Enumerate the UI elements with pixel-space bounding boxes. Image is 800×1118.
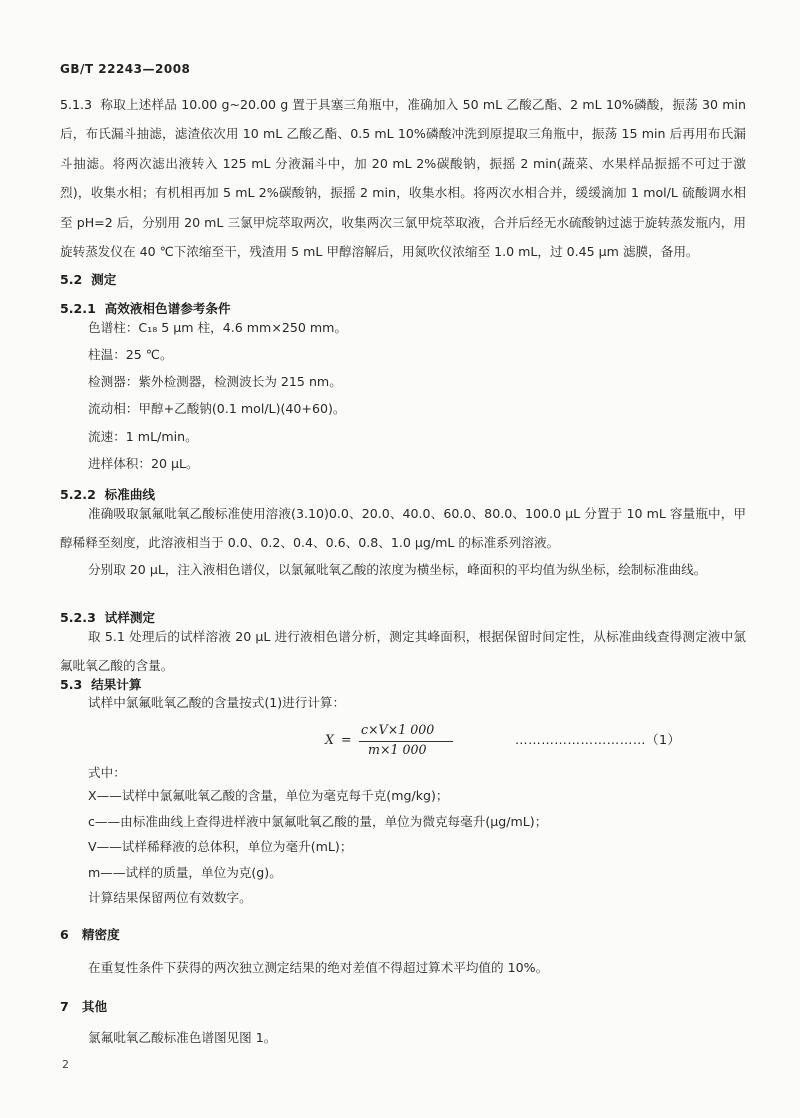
heading-number: 5.3 [60, 677, 83, 692]
heading-number: 5.2.3 [60, 610, 96, 625]
heading-number: 5.2 [60, 272, 83, 287]
heading-title: 测定 [91, 272, 117, 287]
where-label: 式中： [88, 765, 126, 780]
formula-equals: = [341, 732, 352, 747]
heading-title: 试样测定 [104, 610, 156, 625]
page-number: 2 [62, 1058, 69, 1071]
definition-item: V——试样稀释液的总体积，单位为毫升(mL)； [88, 839, 353, 854]
equation-number: …………………………（1） [515, 732, 681, 747]
heading-7 [60, 996, 107, 1015]
standard-number: GB/T 22243—2008 [60, 62, 191, 76]
formula-denominator: m×1 000 [368, 742, 427, 757]
hplc-condition: 色谱柱：C₁₈ 5 μm 柱，4.6 mm×250 mm。 [88, 320, 348, 335]
formula-numerator: c×V×1 000 [361, 722, 435, 737]
paragraph: 取 5.1 处理后的试样溶液 20 μL 进行液相色谱分析，测定其峰面积，根据保留时间定性，从标准曲线查得测定液中氯氟吡氧乙酸的含量。 [60, 629, 746, 674]
section-5-1-3 [60, 90, 746, 266]
heading-6 [60, 924, 120, 943]
heading-5-2 [60, 269, 116, 288]
section-text: 称取上述样品 10.00 g~20.00 g 置于具塞三角瓶中，准确加入 50 mL 乙酸乙酯、2 mL 10%磷酸，振荡 30 min 后，布氏漏斗抽滤，滤渣依次用 10 mL 乙酸乙酯、0.5 mL 10%磷酸冲洗到原提取三角瓶中，振荡 15 min 后再用布氏漏斗抽滤。将两次滤出液转入 125 mL 分液漏斗中，加 20 mL 2%碳酸钠，振摇 2 min(蔬菜、水果样品振摇不可过于激烈)，收集水相；有机相再加 5 mL 2%碳酸钠，振摇 2 min，收集水相。将两次水相合并，缓缓滴加 1 mol/L 硫酸调水相至 pH=2 后，分别用 20 mL 三氯甲烷萃取两次，收集两次三氯甲烷萃取液，合并后经无水硫酸钠过滤于旋转蒸发瓶内，用旋转蒸发仪在 40 ℃下浓缩至干，残渣用 5 mL 甲醇溶解后，用氮吹仪浓缩至 1.0 mL，过 0.45 μm 滤膜，备用。 [60, 97, 746, 260]
paragraph: 计算结果保留两位有效数字。 [88, 890, 252, 905]
definition-item: X——试样中氯氟吡氧乙酸的含量，单位为毫克每千克(mg/kg)； [88, 788, 449, 803]
heading-number: 5.2.1 [60, 301, 96, 316]
hplc-condition: 检测器：紫外检测器，检测波长为 215 nm。 [88, 374, 342, 389]
heading-title: 标准曲线 [104, 487, 156, 502]
formula-lhs: X [325, 732, 334, 747]
hplc-condition: 柱温：25 ℃。 [88, 347, 173, 362]
heading-number: 7 [60, 999, 69, 1014]
hplc-condition: 流速：1 mL/min。 [88, 429, 198, 444]
hplc-condition: 进样体积：20 μL。 [88, 456, 199, 471]
definition-item: c——由标准曲线上查得进样液中氯氟吡氧乙酸的量，单位为微克每毫升(μg/mL)； [88, 814, 548, 829]
paragraph: 分别取 20 μL，注入液相色谱仪，以氯氟吡氧乙酸的浓度为横坐标，峰面积的平均值为纵坐标，绘制标准曲线。 [88, 562, 707, 577]
paragraph: 氯氟吡氧乙酸标准色谱图见图 1。 [88, 1030, 277, 1045]
definition-item: m——试样的质量，单位为克(g)。 [88, 865, 282, 880]
paragraph: 在重复性条件下获得的两次独立测定结果的绝对差值不得超过算术平均值的 10%。 [88, 960, 549, 975]
heading-number: 5.2.2 [60, 487, 96, 502]
heading-number: 6 [60, 927, 69, 942]
heading-title: 精密度 [81, 927, 120, 942]
paragraph: 准确吸取氯氟吡氧乙酸标准使用溶液(3.10)0.0、20.0、40.0、60.0、80.0、100.0 μL 分置于 10 mL 容量瓶中，甲醇稀释至刻度，此溶液相当于 0.0、0.2、0.4、0.6、0.8、1.0 μg/mL 的标准系列溶液。 [60, 506, 746, 551]
heading-title: 高效液相色谱参考条件 [104, 301, 231, 316]
hplc-condition: 流动相：甲醇+乙酸钠(0.1 mol/L)(40+60)。 [88, 401, 346, 416]
section-number: 5.1.3 [60, 97, 93, 112]
paragraph: 试样中氯氟吡氧乙酸的含量按式(1)进行计算： [88, 695, 346, 710]
heading-title: 其他 [81, 999, 108, 1014]
heading-title: 结果计算 [91, 677, 142, 692]
